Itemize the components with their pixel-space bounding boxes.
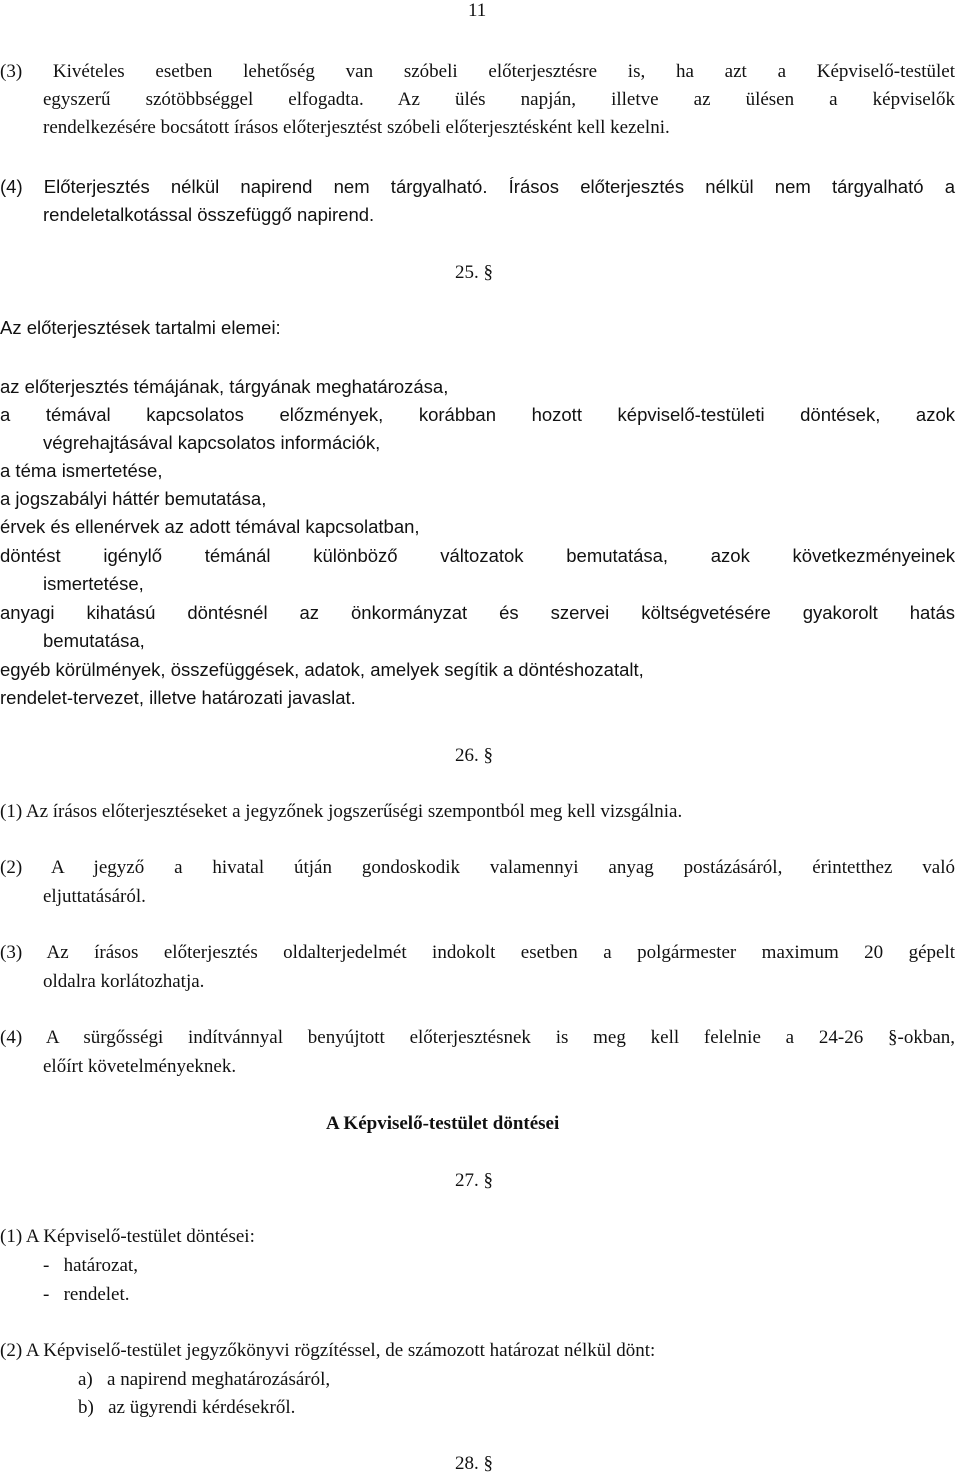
list-item: érvek és ellenérvek az adott témával kapcsolatban, [0,516,420,537]
section-26-heading: 26. § [455,745,493,766]
list-item: b) az ügyrendi kérdésekről. [78,1397,296,1418]
list-item: végrehajtásával kapcsolatos információk, [43,432,381,453]
paragraph-3-line-3: rendelkezésére bocsátott írásos előterjesztést szóbeli előterjesztésként kell kezelni. [43,117,670,138]
list-item: döntést igénylő témánál különböző változatok bemutatása, azok következményeinek [0,545,955,566]
section-26-paragraph-4-line-2: előírt követelményeknek. [43,1056,237,1077]
list-item: az előterjesztés témájának, tárgyának meghatározása, [0,376,449,397]
list-item: a témával kapcsolatos előzmények, korábban hozott képviselő-testületi döntések, azok [0,404,955,425]
paragraph-3-line-2: egyszerű szótöbbséggel elfogadta. Az ülés napján, illetve az ülésen a képviselők [43,89,955,110]
paragraph-4-line-1: (4) Előterjesztés nélkül napirend nem tárgyalható. Írásos előterjesztés nélkül nem tárgyalható a [0,176,955,197]
section-26-paragraph-3-line-2: oldalra korlátozhatja. [43,971,205,992]
content-elements-heading: Az előterjesztések tartalmi elemei: [0,317,281,338]
list-item: a) a napirend meghatározásáról, [78,1369,331,1390]
section-28-heading: 28. § [455,1453,493,1474]
section-26-paragraph-2-line-2: eljuttatásáról. [43,886,146,907]
section-26-paragraph-1: (1) Az írásos előterjesztéseket a jegyzőnek jogszerűségi szempontból meg kell vizsgálnia. [0,801,683,822]
list-item: a jogszabályi háttér bemutatása, [0,488,267,509]
list-item: bemutatása, [43,630,145,651]
list-item: - határozat, [43,1255,138,1276]
section-25-heading: 25. § [455,262,493,283]
section-27-heading: 27. § [455,1170,493,1191]
page-number: 11 [468,0,487,21]
section-26-paragraph-2-line-1: (2) A jegyző a hivatal útján gondoskodik valamennyi anyag postázásáról, érintetthez való [0,857,955,878]
list-item: rendelet-tervezet, illetve határozati javaslat. [0,687,356,708]
paragraph-4-line-2: rendeletalkotással összefüggő napirend. [43,204,375,225]
list-item: - rendelet. [43,1284,130,1305]
decisions-chapter-heading: A Képviselő-testület döntései [326,1113,560,1134]
list-item: a téma ismertetése, [0,460,163,481]
section-27-paragraph-2: (2) A Képviselő-testület jegyzőkönyvi rögzítéssel, de számozott határozat nélkül dönt: [0,1340,656,1361]
list-item: egyéb körülmények, összefüggések, adatok, amelyek segítik a döntéshozatalt, [0,659,644,680]
section-27-paragraph-1: (1) A Képviselő-testület döntései: [0,1226,255,1247]
list-item: ismertetése, [43,573,144,594]
section-26-paragraph-3-line-1: (3) Az írásos előterjesztés oldalterjedelmét indokolt esetben a polgármester maximum 20 gépelt [0,942,955,963]
section-26-paragraph-4-line-1: (4) A sürgősségi indítvánnyal benyújtott előterjesztésnek is meg kell felelnie a 24-26 §-okban, [0,1027,955,1048]
paragraph-3-line-1: (3) Kivételes esetben lehetőség van szóbeli előterjesztésre is, ha azt a Képviselő-testület [0,61,955,82]
list-item: anyagi kihatású döntésnél az önkormányzat és szervei költségvetésére gyakorolt hatás [0,602,955,623]
